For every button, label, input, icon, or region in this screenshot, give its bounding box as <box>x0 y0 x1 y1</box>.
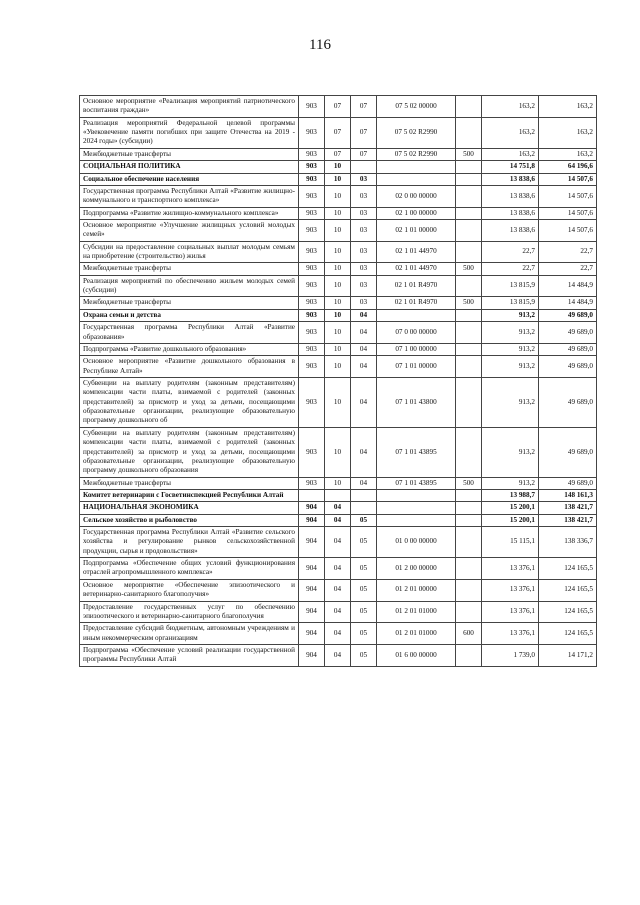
expense-type-code <box>456 502 482 514</box>
amount-year-1: 15 200,1 <box>482 514 539 526</box>
ved-code: 903 <box>299 241 325 263</box>
subsection-code <box>351 502 377 514</box>
subsection-code: 07 <box>351 96 377 118</box>
expense-type-code <box>456 514 482 526</box>
ved-code: 903 <box>299 275 325 297</box>
expense-type-code <box>456 558 482 580</box>
target-article-code <box>377 309 456 321</box>
ved-code: 903 <box>299 185 325 207</box>
target-article-code: 02 1 01 44970 <box>377 263 456 275</box>
ved-code: 903 <box>299 117 325 148</box>
section-code: 04 <box>325 514 351 526</box>
table-row <box>80 558 597 580</box>
table-row <box>80 377 597 427</box>
table-row <box>80 489 597 501</box>
table-row <box>80 207 597 219</box>
subsection-code: 07 <box>351 117 377 148</box>
subsection-code: 03 <box>351 297 377 309</box>
amount-year-1: 913,2 <box>482 427 539 477</box>
ved-code: 903 <box>299 219 325 241</box>
amount-year-2: 22,7 <box>539 263 597 275</box>
table-row <box>80 275 597 297</box>
target-article-code: 07 1 00 00000 <box>377 343 456 355</box>
expense-type-code <box>456 275 482 297</box>
table-row <box>80 527 597 558</box>
target-article-code <box>377 502 456 514</box>
expense-type-code <box>456 241 482 263</box>
amount-year-1: 14 751,8 <box>482 161 539 173</box>
target-article-code: 07 1 01 00000 <box>377 356 456 378</box>
amount-year-2: 14 507,6 <box>539 185 597 207</box>
row-name: Реализация мероприятий по обеспечению жильем молодых семей (субсидии) <box>80 275 299 297</box>
subsection-code: 05 <box>351 527 377 558</box>
amount-year-1: 163,2 <box>482 117 539 148</box>
row-name: СОЦИАЛЬНАЯ ПОЛИТИКА <box>80 161 299 173</box>
amount-year-2: 14 171,2 <box>539 644 597 666</box>
table-row <box>80 356 597 378</box>
expense-type-code <box>456 207 482 219</box>
target-article-code: 02 1 01 R4970 <box>377 275 456 297</box>
ved-code <box>299 489 325 501</box>
section-code: 10 <box>325 185 351 207</box>
ved-code: 903 <box>299 427 325 477</box>
ved-code: 904 <box>299 644 325 666</box>
amount-year-2: 138 421,7 <box>539 514 597 526</box>
amount-year-1: 913,2 <box>482 356 539 378</box>
subsection-code: 05 <box>351 644 377 666</box>
row-name: Охрана семьи и детства <box>80 309 299 321</box>
row-name: Субвенции на выплату родителям (законным представителям) компенсации части платы, взимаемой с родителей (законных представителей) за присмотр и уход за детьми, посещающими образовательные организации, реализующие образовательную программу дошкольного образования <box>80 427 299 477</box>
ved-code: 904 <box>299 558 325 580</box>
row-name: Сельское хозяйство и рыболовство <box>80 514 299 526</box>
row-name: Основное мероприятие «Развитие дошкольного образования в Республике Алтай» <box>80 356 299 378</box>
amount-year-2: 14 507,6 <box>539 173 597 185</box>
subsection-code: 05 <box>351 623 377 645</box>
table-row <box>80 343 597 355</box>
amount-year-1: 13 376,1 <box>482 579 539 601</box>
amount-year-1: 163,2 <box>482 148 539 160</box>
table-row <box>80 579 597 601</box>
amount-year-1: 163,2 <box>482 96 539 118</box>
ved-code: 904 <box>299 502 325 514</box>
ved-code: 904 <box>299 601 325 623</box>
subsection-code: 04 <box>351 427 377 477</box>
row-name: Субвенции на выплату родителям (законным представителям) компенсации части платы, взимаемой с родителей (законных представителей) за присмотр и уход за детьми, посещающими образовательные организации, реализующие образовательную программу дошкольного об <box>80 377 299 427</box>
table-row <box>80 427 597 477</box>
target-article-code: 07 5 02 R2990 <box>377 117 456 148</box>
target-article-code <box>377 514 456 526</box>
amount-year-2: 138 421,7 <box>539 502 597 514</box>
amount-year-2: 14 484,9 <box>539 297 597 309</box>
target-article-code: 07 5 02 00000 <box>377 96 456 118</box>
table-row <box>80 322 597 344</box>
amount-year-2: 148 161,3 <box>539 489 597 501</box>
row-name: Межбюджетные трансферты <box>80 477 299 489</box>
amount-year-2: 124 165,5 <box>539 623 597 645</box>
row-name: Подпрограмма «Развитие дошкольного образования» <box>80 343 299 355</box>
section-code: 10 <box>325 477 351 489</box>
target-article-code: 01 0 00 00000 <box>377 527 456 558</box>
table-row <box>80 173 597 185</box>
table-row <box>80 309 597 321</box>
target-article-code: 07 1 01 43895 <box>377 477 456 489</box>
expense-type-code <box>456 309 482 321</box>
amount-year-1: 13 988,7 <box>482 489 539 501</box>
amount-year-2: 14 484,9 <box>539 275 597 297</box>
section-code: 04 <box>325 558 351 580</box>
row-name: Комитет ветеринарии с Госветинспекцией Республики Алтай <box>80 489 299 501</box>
ved-code: 903 <box>299 207 325 219</box>
amount-year-2: 124 165,5 <box>539 601 597 623</box>
section-code: 10 <box>325 309 351 321</box>
ved-code: 904 <box>299 623 325 645</box>
expense-type-code <box>456 185 482 207</box>
ved-code: 903 <box>299 96 325 118</box>
section-code: 04 <box>325 579 351 601</box>
amount-year-2: 124 165,5 <box>539 579 597 601</box>
amount-year-1: 913,2 <box>482 477 539 489</box>
table-row <box>80 161 597 173</box>
target-article-code: 02 1 00 00000 <box>377 207 456 219</box>
expense-type-code <box>456 527 482 558</box>
expense-type-code <box>456 377 482 427</box>
expense-type-code <box>456 96 482 118</box>
row-name: Государственная программа Республики Алтай «Развитие образования» <box>80 322 299 344</box>
amount-year-2: 163,2 <box>539 148 597 160</box>
target-article-code: 07 1 01 43895 <box>377 427 456 477</box>
amount-year-2: 49 689,0 <box>539 377 597 427</box>
target-article-code: 07 5 02 R2990 <box>377 148 456 160</box>
expense-type-code <box>456 579 482 601</box>
table-row <box>80 297 597 309</box>
amount-year-1: 13 376,1 <box>482 623 539 645</box>
subsection-code: 03 <box>351 275 377 297</box>
ved-code: 904 <box>299 514 325 526</box>
section-code: 04 <box>325 601 351 623</box>
amount-year-2: 64 196,6 <box>539 161 597 173</box>
row-name: Основное мероприятие «Обеспечение эпизоотического и ветеринарно-санитарного благополучия» <box>80 579 299 601</box>
subsection-code: 04 <box>351 309 377 321</box>
amount-year-1: 13 376,1 <box>482 558 539 580</box>
subsection-code: 03 <box>351 173 377 185</box>
table-row <box>80 241 597 263</box>
expense-type-code <box>456 427 482 477</box>
section-code: 10 <box>325 343 351 355</box>
subsection-code: 05 <box>351 558 377 580</box>
row-name: НАЦИОНАЛЬНАЯ ЭКОНОМИКА <box>80 502 299 514</box>
table-row <box>80 644 597 666</box>
target-article-code <box>377 489 456 501</box>
table-row <box>80 601 597 623</box>
expense-type-code <box>456 173 482 185</box>
expense-type-code <box>456 489 482 501</box>
section-code: 10 <box>325 275 351 297</box>
amount-year-1: 13 838,6 <box>482 185 539 207</box>
table-row <box>80 263 597 275</box>
ved-code: 903 <box>299 309 325 321</box>
subsection-code: 03 <box>351 185 377 207</box>
row-name: Государственная программа Республики Алтай «Развитие жилищно-коммунального и транспортного комплекса» <box>80 185 299 207</box>
ved-code: 904 <box>299 527 325 558</box>
subsection-code: 03 <box>351 263 377 275</box>
target-article-code: 02 1 01 R4970 <box>377 297 456 309</box>
target-article-code: 07 1 01 43800 <box>377 377 456 427</box>
amount-year-2: 49 689,0 <box>539 427 597 477</box>
amount-year-1: 13 838,6 <box>482 219 539 241</box>
section-code: 07 <box>325 96 351 118</box>
subsection-code: 05 <box>351 514 377 526</box>
amount-year-2: 138 336,7 <box>539 527 597 558</box>
section-code: 10 <box>325 207 351 219</box>
ved-code: 903 <box>299 161 325 173</box>
ved-code: 903 <box>299 263 325 275</box>
table-row <box>80 219 597 241</box>
amount-year-1: 913,2 <box>482 322 539 344</box>
amount-year-2: 49 689,0 <box>539 322 597 344</box>
target-article-code: 01 2 01 00000 <box>377 579 456 601</box>
section-code: 10 <box>325 377 351 427</box>
amount-year-1: 15 200,1 <box>482 502 539 514</box>
amount-year-1: 22,7 <box>482 263 539 275</box>
row-name: Государственная программа Республики Алтай «Развитие сельского хозяйства и регулирование рынков сельскохозяйственной продукции, сырья и продовольствия» <box>80 527 299 558</box>
amount-year-1: 1 739,0 <box>482 644 539 666</box>
amount-year-2: 163,2 <box>539 117 597 148</box>
target-article-code: 02 1 01 44970 <box>377 241 456 263</box>
ved-code: 903 <box>299 343 325 355</box>
target-article-code: 01 2 01 01000 <box>377 623 456 645</box>
row-name: Подпрограмма «Обеспечение общих условий функционирования отраслей агропромышленного комплекса» <box>80 558 299 580</box>
table-row <box>80 117 597 148</box>
ved-code: 904 <box>299 579 325 601</box>
amount-year-2: 49 689,0 <box>539 309 597 321</box>
subsection-code: 03 <box>351 219 377 241</box>
target-article-code <box>377 173 456 185</box>
target-article-code <box>377 161 456 173</box>
ved-code: 903 <box>299 322 325 344</box>
ved-code: 903 <box>299 297 325 309</box>
section-code: 04 <box>325 644 351 666</box>
section-code: 04 <box>325 527 351 558</box>
amount-year-2: 163,2 <box>539 96 597 118</box>
expense-type-code: 500 <box>456 477 482 489</box>
subsection-code: 04 <box>351 356 377 378</box>
row-name: Социальное обеспечение населения <box>80 173 299 185</box>
section-code: 10 <box>325 173 351 185</box>
table-row <box>80 514 597 526</box>
section-code: 10 <box>325 241 351 263</box>
row-name: Межбюджетные трансферты <box>80 263 299 275</box>
expense-type-code <box>456 356 482 378</box>
row-name: Предоставление субсидий бюджетным, автономным учреждениям и иным некоммерческим организациям <box>80 623 299 645</box>
section-code: 10 <box>325 161 351 173</box>
target-article-code: 01 6 00 00000 <box>377 644 456 666</box>
subsection-code: 04 <box>351 343 377 355</box>
amount-year-2: 14 507,6 <box>539 207 597 219</box>
ved-code: 903 <box>299 377 325 427</box>
amount-year-2: 49 689,0 <box>539 477 597 489</box>
row-name: Основное мероприятие «Реализация мероприятий патриотического воспитания граждан» <box>80 96 299 118</box>
amount-year-1: 13 376,1 <box>482 601 539 623</box>
expense-type-code <box>456 161 482 173</box>
ved-code: 903 <box>299 356 325 378</box>
table-row <box>80 148 597 160</box>
table-row <box>80 477 597 489</box>
target-article-code: 02 1 01 00000 <box>377 219 456 241</box>
amount-year-1: 13 838,6 <box>482 207 539 219</box>
table-row <box>80 96 597 118</box>
section-code: 10 <box>325 263 351 275</box>
amount-year-2: 22,7 <box>539 241 597 263</box>
expense-type-code <box>456 343 482 355</box>
target-article-code: 02 0 00 00000 <box>377 185 456 207</box>
subsection-code: 04 <box>351 377 377 427</box>
amount-year-2: 124 165,5 <box>539 558 597 580</box>
amount-year-2: 49 689,0 <box>539 356 597 378</box>
section-code: 04 <box>325 502 351 514</box>
amount-year-2: 49 689,0 <box>539 343 597 355</box>
subsection-code <box>351 161 377 173</box>
expense-type-code <box>456 117 482 148</box>
amount-year-1: 913,2 <box>482 343 539 355</box>
amount-year-1: 22,7 <box>482 241 539 263</box>
subsection-code: 04 <box>351 322 377 344</box>
amount-year-1: 913,2 <box>482 309 539 321</box>
row-name: Основное мероприятие «Улучшение жилищных условий молодых семей» <box>80 219 299 241</box>
expense-type-code: 500 <box>456 297 482 309</box>
section-code: 04 <box>325 623 351 645</box>
row-name: Подпрограмма «Обеспечение условий реализации государственной программы Республики Алтай <box>80 644 299 666</box>
target-article-code: 01 2 00 00000 <box>377 558 456 580</box>
subsection-code: 07 <box>351 148 377 160</box>
section-code <box>325 489 351 501</box>
amount-year-1: 913,2 <box>482 377 539 427</box>
row-name: Подпрограмма «Развитие жилищно-коммунального комплекса» <box>80 207 299 219</box>
expense-type-code <box>456 644 482 666</box>
ved-code: 903 <box>299 148 325 160</box>
subsection-code <box>351 489 377 501</box>
ved-code: 903 <box>299 477 325 489</box>
expense-type-code: 600 <box>456 623 482 645</box>
row-name: Предоставление государственных услуг по обеспечению эпизоотического и ветеринарно-санитарного благополучия <box>80 601 299 623</box>
table-row <box>80 623 597 645</box>
expense-type-code: 500 <box>456 148 482 160</box>
section-code: 10 <box>325 322 351 344</box>
section-code: 10 <box>325 297 351 309</box>
row-name: Межбюджетные трансферты <box>80 297 299 309</box>
table-row <box>80 185 597 207</box>
expense-type-code <box>456 322 482 344</box>
subsection-code: 04 <box>351 477 377 489</box>
expense-type-code: 500 <box>456 263 482 275</box>
row-name: Реализация мероприятий Федеральной целевой программы «Увековечение памяти погибших при защите Отечества на 2019 - 2024 годы» (субсидии) <box>80 117 299 148</box>
subsection-code: 03 <box>351 241 377 263</box>
section-code: 10 <box>325 219 351 241</box>
amount-year-1: 13 815,9 <box>482 275 539 297</box>
expense-type-code <box>456 601 482 623</box>
section-code: 07 <box>325 148 351 160</box>
amount-year-1: 15 115,1 <box>482 527 539 558</box>
section-code: 10 <box>325 427 351 477</box>
target-article-code: 01 2 01 01000 <box>377 601 456 623</box>
ved-code: 903 <box>299 173 325 185</box>
budget-table <box>79 95 597 667</box>
row-name: Субсидии на предоставление социальных выплат молодым семьям на приобретение (строительство) жилья <box>80 241 299 263</box>
amount-year-2: 14 507,6 <box>539 219 597 241</box>
expense-type-code <box>456 219 482 241</box>
section-code: 10 <box>325 356 351 378</box>
table-row <box>80 502 597 514</box>
target-article-code: 07 0 00 00000 <box>377 322 456 344</box>
amount-year-1: 13 838,6 <box>482 173 539 185</box>
row-name: Межбюджетные трансферты <box>80 148 299 160</box>
subsection-code: 05 <box>351 601 377 623</box>
subsection-code: 03 <box>351 207 377 219</box>
section-code: 07 <box>325 117 351 148</box>
subsection-code: 05 <box>351 579 377 601</box>
amount-year-1: 13 815,9 <box>482 297 539 309</box>
page-number: 116 <box>309 37 331 53</box>
